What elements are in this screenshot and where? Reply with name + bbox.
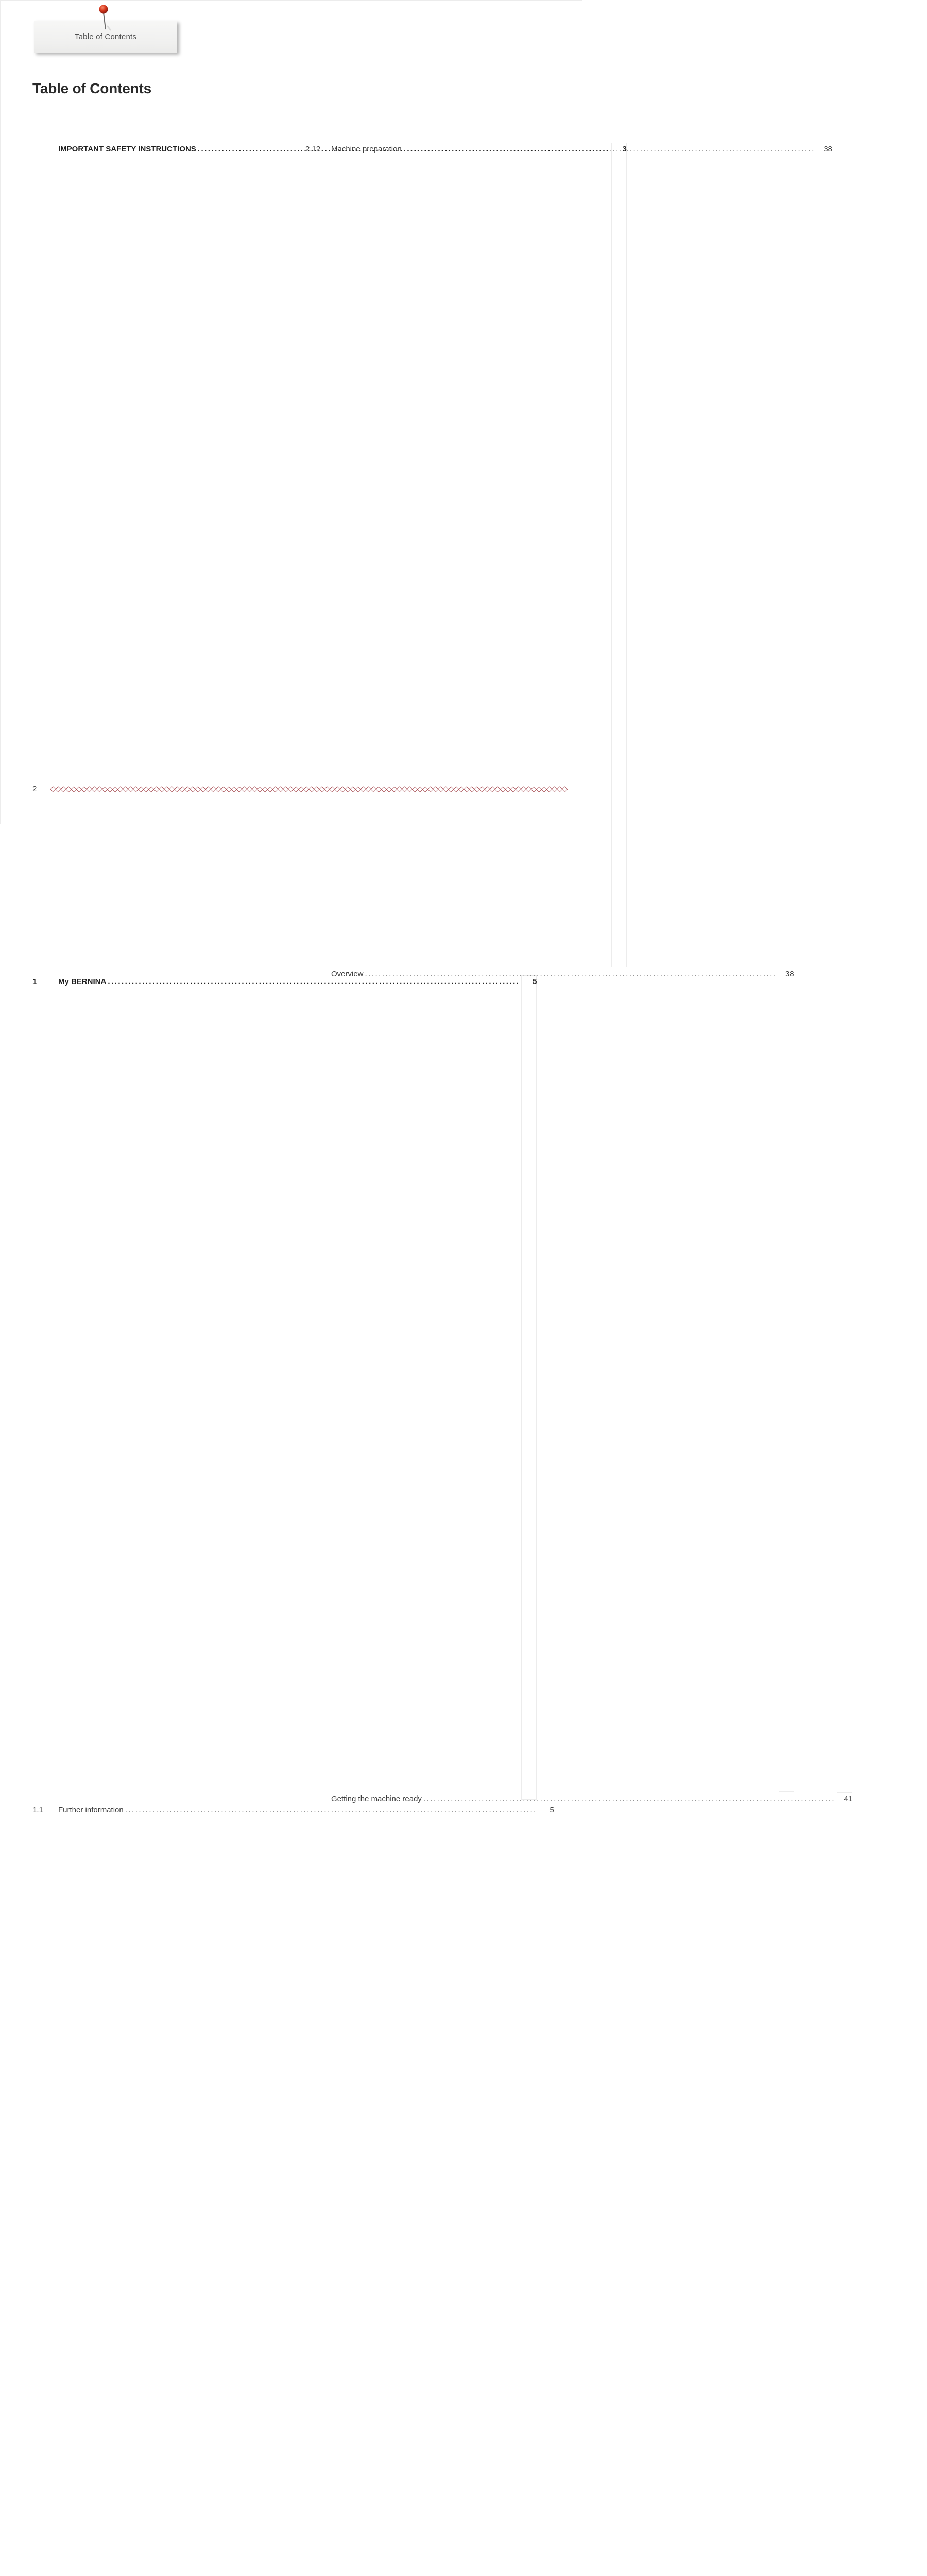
toc-entry-label: Further information	[58, 1806, 124, 1815]
toc-entry-line	[331, 968, 794, 1792]
footer-page-number: 2	[32, 784, 37, 793]
toc-entry-label: IMPORTANT SAFETY INSTRUCTIONS	[58, 145, 196, 154]
toc-entry-label: Machine preparation	[331, 145, 402, 154]
toc-entry	[32, 1804, 554, 2576]
toc-entry-page: 5	[521, 975, 537, 1800]
toc-entry	[305, 1792, 853, 2576]
toc-entry-line	[331, 143, 832, 967]
toc-entry	[305, 968, 794, 1792]
toc-entry-page: 5	[539, 1804, 554, 2576]
toc-entry-number	[32, 143, 58, 967]
diamond-ornament: ◇◇◇◇◇◇◇◇◇◇◇◇◇◇◇◇◇◇◇◇◇◇◇◇◇◇◇◇◇◇◇◇◇◇◇◇◇◇◇◇◇◇◇◇◇◇◇◇◇◇◇◇◇◇◇◇◇◇◇◇◇◇◇◇◇◇◇◇◇◇◇◇◇◇◇◇◇◇◇◇◇◇◇◇◇◇◇◇◇◇◇◇◇◇◇◇◇◇◇◇	[50, 785, 567, 793]
toc-entry-body	[331, 968, 794, 1792]
page-title: Table of Contents	[32, 80, 151, 96]
toc-entry-page: 38	[779, 968, 794, 1792]
toc-entry-body	[331, 1792, 853, 2576]
toc-entry-label: Getting the machine ready	[331, 1794, 422, 1803]
page-footer	[32, 784, 567, 793]
dot-leader	[365, 968, 777, 980]
toc-tab-label: Table of Contents	[74, 32, 137, 41]
toc-entry-number: 1.1	[32, 1806, 43, 1815]
toc-entry-label: Overview	[331, 970, 364, 978]
toc-entry-line	[58, 1804, 554, 2576]
toc-column-right	[305, 143, 853, 2576]
dot-leader	[403, 143, 815, 156]
toc-entry-page: 41	[837, 1792, 852, 2576]
toc-entry-label: My BERNINA	[58, 977, 107, 986]
toc-entry-page: 38	[817, 143, 832, 967]
toc-entry-number	[305, 1792, 331, 2576]
dot-leader	[423, 1792, 835, 1805]
toc-entry	[305, 143, 832, 967]
pin-icon	[89, 0, 122, 33]
toc-entry-number: 2.12	[305, 145, 321, 154]
toc-entry-line	[331, 1792, 853, 2576]
toc-entry-page: 3	[611, 143, 627, 967]
toc-entry-body	[58, 1804, 554, 2576]
toc-entry-body	[331, 143, 832, 967]
toc-entry-number	[305, 968, 331, 1792]
toc-entry-number: 1	[32, 977, 37, 986]
